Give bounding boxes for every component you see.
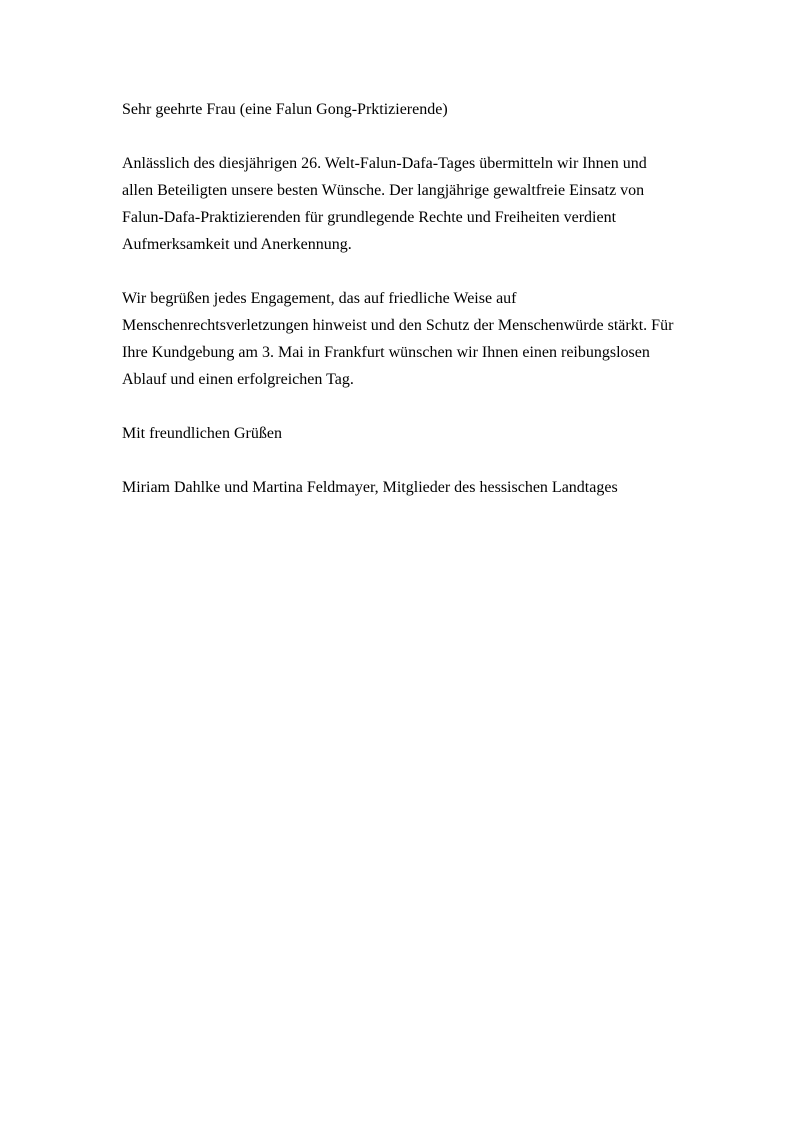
closing-line: Mit freundlichen Grüßen [122,425,282,442]
signature-line: Miriam Dahlke und Martina Feldmayer, Mitglieder des hessischen Landtages [122,479,618,496]
letter-body [122,96,722,528]
salutation: Sehr geehrte Frau (eine Falun Gong-Prktizierende) [122,101,448,118]
body-paragraph-2: Wir begrüßen jedes Engagement, das auf friedliche Weise auf Menschenrechtsverletzungen hinweist und den Schutz der Menschenwürde stärkt. Für Ihre Kundgebung am 3. Mai in Frankfurt wünschen wir Ihnen einen reibungslosen Ablauf und einen erfolgreichen Tag. [122,290,674,388]
body-paragraph-1: Anlässlich des diesjährigen 26. Welt-Falun-Dafa-Tages übermitteln wir Ihnen und allen Beteiligten unsere besten Wünsche. Der langjährige gewaltfreie Einsatz von Falun-Dafa-Praktizierenden für grundlegende Rechte und Freiheiten verdient Aufmerksamkeit und Anerkennung. [122,155,647,253]
